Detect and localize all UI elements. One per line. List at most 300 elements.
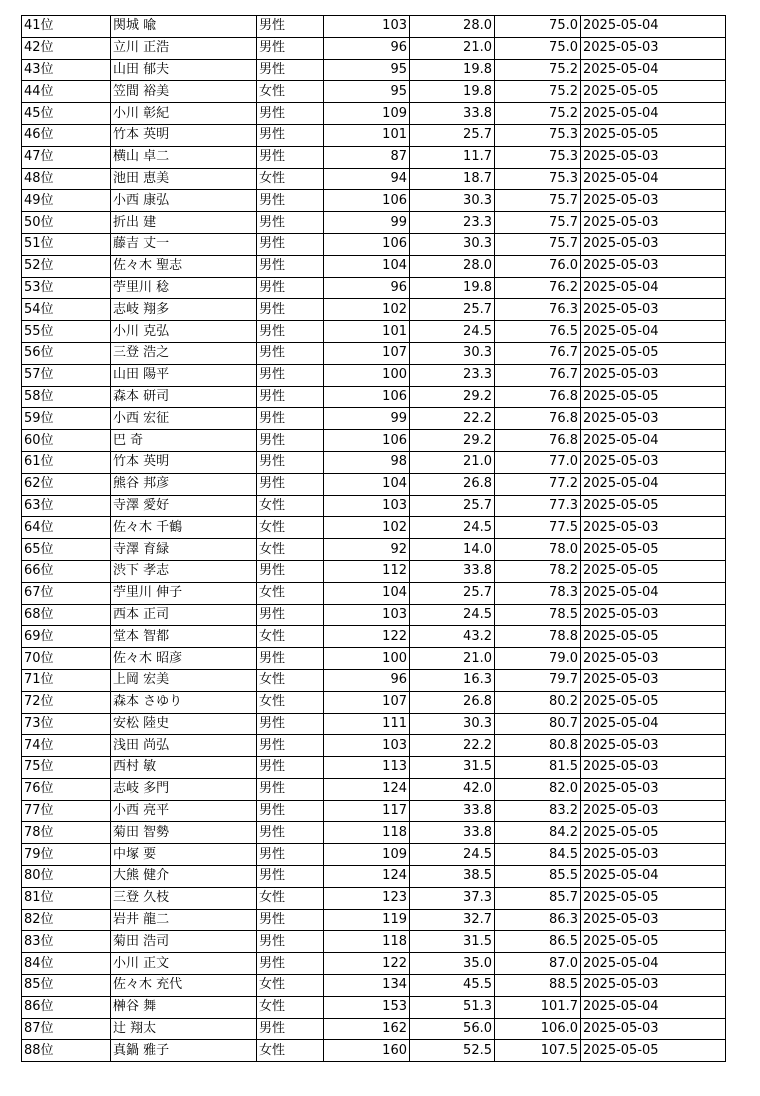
gender-cell: 男性 <box>257 233 324 255</box>
table-row <box>22 669 726 691</box>
value3-cell: 75.7 <box>495 212 581 234</box>
gender-cell: 男性 <box>257 757 324 779</box>
date-cell: 2025-05-03 <box>581 299 726 321</box>
date-cell: 2025-05-04 <box>581 321 726 343</box>
value2-cell: 23.3 <box>410 364 495 386</box>
value1-cell: 104 <box>324 473 410 495</box>
rank-cell: 64位 <box>22 517 111 539</box>
value1-cell: 96 <box>324 277 410 299</box>
table-row <box>22 735 726 757</box>
name-cell: 榊谷 舞 <box>111 996 257 1018</box>
date-cell: 2025-05-03 <box>581 604 726 626</box>
gender-cell: 男性 <box>257 866 324 888</box>
gender-cell: 男性 <box>257 822 324 844</box>
table-row <box>22 299 726 321</box>
date-cell: 2025-05-05 <box>581 342 726 364</box>
rank-cell: 59位 <box>22 408 111 430</box>
rank-cell: 55位 <box>22 321 111 343</box>
gender-cell: 男性 <box>257 931 324 953</box>
table-row <box>22 364 726 386</box>
date-cell: 2025-05-05 <box>581 81 726 103</box>
value1-cell: 99 <box>324 408 410 430</box>
value2-cell: 30.3 <box>410 233 495 255</box>
name-cell: 三登 久枝 <box>111 887 257 909</box>
date-cell: 2025-05-04 <box>581 473 726 495</box>
value1-cell: 111 <box>324 713 410 735</box>
table-row <box>22 212 726 234</box>
value1-cell: 95 <box>324 81 410 103</box>
name-cell: 三登 浩之 <box>111 342 257 364</box>
value2-cell: 33.8 <box>410 103 495 125</box>
value1-cell: 134 <box>324 975 410 997</box>
rank-cell: 81位 <box>22 887 111 909</box>
table-row <box>22 495 726 517</box>
table-row <box>22 560 726 582</box>
value1-cell: 98 <box>324 451 410 473</box>
date-cell: 2025-05-05 <box>581 386 726 408</box>
date-cell: 2025-05-05 <box>581 539 726 561</box>
table-row <box>22 386 726 408</box>
name-cell: 巴 奇 <box>111 430 257 452</box>
value2-cell: 19.8 <box>410 81 495 103</box>
value2-cell: 56.0 <box>410 1018 495 1040</box>
value1-cell: 103 <box>324 16 410 38</box>
value1-cell: 117 <box>324 800 410 822</box>
value1-cell: 104 <box>324 255 410 277</box>
value2-cell: 21.0 <box>410 451 495 473</box>
name-cell: 菊田 智勢 <box>111 822 257 844</box>
value2-cell: 30.3 <box>410 713 495 735</box>
rank-cell: 48位 <box>22 168 111 190</box>
value1-cell: 103 <box>324 495 410 517</box>
table-row <box>22 648 726 670</box>
value2-cell: 22.2 <box>410 735 495 757</box>
value1-cell: 118 <box>324 931 410 953</box>
value1-cell: 160 <box>324 1040 410 1062</box>
value2-cell: 33.8 <box>410 822 495 844</box>
value3-cell: 77.0 <box>495 451 581 473</box>
name-cell: 藤吉 丈一 <box>111 233 257 255</box>
gender-cell: 男性 <box>257 321 324 343</box>
date-cell: 2025-05-05 <box>581 887 726 909</box>
table-row <box>22 866 726 888</box>
name-cell: 佐々木 千鶴 <box>111 517 257 539</box>
table-row <box>22 124 726 146</box>
rank-cell: 71位 <box>22 669 111 691</box>
value2-cell: 43.2 <box>410 626 495 648</box>
date-cell: 2025-05-04 <box>581 16 726 38</box>
gender-cell: 女性 <box>257 626 324 648</box>
gender-cell: 女性 <box>257 495 324 517</box>
value2-cell: 29.2 <box>410 430 495 452</box>
value2-cell: 24.5 <box>410 321 495 343</box>
value2-cell: 31.5 <box>410 931 495 953</box>
value3-cell: 75.2 <box>495 103 581 125</box>
value2-cell: 45.5 <box>410 975 495 997</box>
date-cell: 2025-05-04 <box>581 713 726 735</box>
table-row <box>22 1040 726 1062</box>
value3-cell: 80.8 <box>495 735 581 757</box>
gender-cell: 男性 <box>257 146 324 168</box>
date-cell: 2025-05-05 <box>581 495 726 517</box>
value2-cell: 30.3 <box>410 342 495 364</box>
rank-cell: 70位 <box>22 648 111 670</box>
value1-cell: 109 <box>324 103 410 125</box>
value2-cell: 21.0 <box>410 37 495 59</box>
value1-cell: 87 <box>324 146 410 168</box>
value1-cell: 100 <box>324 364 410 386</box>
table-row <box>22 539 726 561</box>
table-row <box>22 975 726 997</box>
date-cell: 2025-05-05 <box>581 626 726 648</box>
value3-cell: 75.0 <box>495 37 581 59</box>
value3-cell: 75.7 <box>495 233 581 255</box>
name-cell: 上岡 宏美 <box>111 669 257 691</box>
gender-cell: 女性 <box>257 81 324 103</box>
table-row <box>22 277 726 299</box>
value1-cell: 153 <box>324 996 410 1018</box>
value3-cell: 75.7 <box>495 190 581 212</box>
name-cell: 小川 克弘 <box>111 321 257 343</box>
value2-cell: 42.0 <box>410 778 495 800</box>
gender-cell: 女性 <box>257 669 324 691</box>
name-cell: 志岐 翔多 <box>111 299 257 321</box>
gender-cell: 女性 <box>257 887 324 909</box>
value2-cell: 21.0 <box>410 648 495 670</box>
value2-cell: 18.7 <box>410 168 495 190</box>
gender-cell: 男性 <box>257 408 324 430</box>
value1-cell: 122 <box>324 953 410 975</box>
rank-cell: 86位 <box>22 996 111 1018</box>
name-cell: 渋下 孝志 <box>111 560 257 582</box>
name-cell: 森本 さゆり <box>111 691 257 713</box>
table-row <box>22 37 726 59</box>
rank-cell: 87位 <box>22 1018 111 1040</box>
gender-cell: 男性 <box>257 342 324 364</box>
gender-cell: 男性 <box>257 1018 324 1040</box>
table-row <box>22 953 726 975</box>
name-cell: 苧里川 稔 <box>111 277 257 299</box>
value1-cell: 106 <box>324 190 410 212</box>
rank-cell: 49位 <box>22 190 111 212</box>
date-cell: 2025-05-05 <box>581 124 726 146</box>
value2-cell: 24.5 <box>410 844 495 866</box>
table-row <box>22 1018 726 1040</box>
date-cell: 2025-05-03 <box>581 648 726 670</box>
value3-cell: 78.8 <box>495 626 581 648</box>
value3-cell: 75.0 <box>495 16 581 38</box>
value1-cell: 112 <box>324 560 410 582</box>
rank-cell: 42位 <box>22 37 111 59</box>
table-row <box>22 81 726 103</box>
gender-cell: 男性 <box>257 800 324 822</box>
value1-cell: 102 <box>324 299 410 321</box>
gender-cell: 女性 <box>257 996 324 1018</box>
value1-cell: 119 <box>324 909 410 931</box>
name-cell: 寺澤 育緑 <box>111 539 257 561</box>
value1-cell: 99 <box>324 212 410 234</box>
date-cell: 2025-05-04 <box>581 103 726 125</box>
table-row <box>22 16 726 38</box>
gender-cell: 男性 <box>257 778 324 800</box>
value3-cell: 76.8 <box>495 386 581 408</box>
gender-cell: 男性 <box>257 37 324 59</box>
table-row <box>22 713 726 735</box>
value3-cell: 80.2 <box>495 691 581 713</box>
value2-cell: 33.8 <box>410 800 495 822</box>
value1-cell: 106 <box>324 233 410 255</box>
gender-cell: 男性 <box>257 190 324 212</box>
name-cell: 佐々木 昭彦 <box>111 648 257 670</box>
name-cell: 寺澤 愛好 <box>111 495 257 517</box>
rank-cell: 85位 <box>22 975 111 997</box>
name-cell: 真鍋 雅子 <box>111 1040 257 1062</box>
value3-cell: 86.3 <box>495 909 581 931</box>
value3-cell: 79.7 <box>495 669 581 691</box>
name-cell: 小川 彰紀 <box>111 103 257 125</box>
rank-cell: 46位 <box>22 124 111 146</box>
rank-cell: 53位 <box>22 277 111 299</box>
rank-cell: 51位 <box>22 233 111 255</box>
value2-cell: 24.5 <box>410 604 495 626</box>
gender-cell: 女性 <box>257 1040 324 1062</box>
date-cell: 2025-05-03 <box>581 408 726 430</box>
value2-cell: 25.7 <box>410 299 495 321</box>
value1-cell: 124 <box>324 778 410 800</box>
name-cell: 浅田 尚弘 <box>111 735 257 757</box>
name-cell: 竹本 英明 <box>111 124 257 146</box>
date-cell: 2025-05-03 <box>581 1018 726 1040</box>
value1-cell: 100 <box>324 648 410 670</box>
name-cell: 中塚 要 <box>111 844 257 866</box>
value2-cell: 22.2 <box>410 408 495 430</box>
value3-cell: 88.5 <box>495 975 581 997</box>
rank-cell: 82位 <box>22 909 111 931</box>
rank-cell: 63位 <box>22 495 111 517</box>
value2-cell: 51.3 <box>410 996 495 1018</box>
value3-cell: 75.3 <box>495 124 581 146</box>
value2-cell: 32.7 <box>410 909 495 931</box>
value3-cell: 76.8 <box>495 408 581 430</box>
value3-cell: 77.3 <box>495 495 581 517</box>
name-cell: 西村 敏 <box>111 757 257 779</box>
rank-cell: 45位 <box>22 103 111 125</box>
value3-cell: 86.5 <box>495 931 581 953</box>
rank-cell: 74位 <box>22 735 111 757</box>
value3-cell: 76.5 <box>495 321 581 343</box>
value2-cell: 37.3 <box>410 887 495 909</box>
date-cell: 2025-05-03 <box>581 517 726 539</box>
value2-cell: 33.8 <box>410 560 495 582</box>
gender-cell: 男性 <box>257 909 324 931</box>
value1-cell: 95 <box>324 59 410 81</box>
gender-cell: 男性 <box>257 451 324 473</box>
value3-cell: 82.0 <box>495 778 581 800</box>
table-row <box>22 473 726 495</box>
value1-cell: 162 <box>324 1018 410 1040</box>
gender-cell: 男性 <box>257 299 324 321</box>
table-row <box>22 451 726 473</box>
date-cell: 2025-05-03 <box>581 909 726 931</box>
value1-cell: 106 <box>324 386 410 408</box>
table-row <box>22 931 726 953</box>
rank-cell: 77位 <box>22 800 111 822</box>
gender-cell: 男性 <box>257 560 324 582</box>
name-cell: 佐々木 聖志 <box>111 255 257 277</box>
value2-cell: 35.0 <box>410 953 495 975</box>
gender-cell: 女性 <box>257 539 324 561</box>
value2-cell: 25.7 <box>410 124 495 146</box>
table-row <box>22 604 726 626</box>
value3-cell: 75.3 <box>495 146 581 168</box>
name-cell: 小西 宏征 <box>111 408 257 430</box>
name-cell: 苧里川 伸子 <box>111 582 257 604</box>
gender-cell: 男性 <box>257 604 324 626</box>
gender-cell: 女性 <box>257 582 324 604</box>
table-row <box>22 691 726 713</box>
date-cell: 2025-05-05 <box>581 822 726 844</box>
value3-cell: 85.5 <box>495 866 581 888</box>
name-cell: 小西 亮平 <box>111 800 257 822</box>
gender-cell: 男性 <box>257 844 324 866</box>
table-row <box>22 103 726 125</box>
value3-cell: 76.3 <box>495 299 581 321</box>
value2-cell: 30.3 <box>410 190 495 212</box>
value3-cell: 107.5 <box>495 1040 581 1062</box>
value3-cell: 76.8 <box>495 430 581 452</box>
value3-cell: 76.0 <box>495 255 581 277</box>
rank-cell: 41位 <box>22 16 111 38</box>
value2-cell: 38.5 <box>410 866 495 888</box>
gender-cell: 男性 <box>257 212 324 234</box>
date-cell: 2025-05-03 <box>581 212 726 234</box>
table-row <box>22 844 726 866</box>
name-cell: 堂本 智都 <box>111 626 257 648</box>
rank-cell: 50位 <box>22 212 111 234</box>
name-cell: 山田 郁夫 <box>111 59 257 81</box>
date-cell: 2025-05-03 <box>581 757 726 779</box>
ranking-table-body <box>22 16 726 1062</box>
name-cell: 池田 恵美 <box>111 168 257 190</box>
date-cell: 2025-05-04 <box>581 168 726 190</box>
value2-cell: 52.5 <box>410 1040 495 1062</box>
date-cell: 2025-05-04 <box>581 996 726 1018</box>
name-cell: 岩井 龍二 <box>111 909 257 931</box>
value2-cell: 19.8 <box>410 59 495 81</box>
rank-cell: 80位 <box>22 866 111 888</box>
date-cell: 2025-05-04 <box>581 953 726 975</box>
rank-cell: 83位 <box>22 931 111 953</box>
rank-cell: 56位 <box>22 342 111 364</box>
value1-cell: 118 <box>324 822 410 844</box>
value3-cell: 75.3 <box>495 168 581 190</box>
value2-cell: 16.3 <box>410 669 495 691</box>
date-cell: 2025-05-03 <box>581 735 726 757</box>
date-cell: 2025-05-04 <box>581 866 726 888</box>
value3-cell: 79.0 <box>495 648 581 670</box>
value1-cell: 123 <box>324 887 410 909</box>
value1-cell: 113 <box>324 757 410 779</box>
value3-cell: 85.7 <box>495 887 581 909</box>
name-cell: 大熊 健介 <box>111 866 257 888</box>
table-row <box>22 168 726 190</box>
value1-cell: 103 <box>324 604 410 626</box>
value3-cell: 78.5 <box>495 604 581 626</box>
value3-cell: 78.3 <box>495 582 581 604</box>
table-row <box>22 517 726 539</box>
gender-cell: 男性 <box>257 103 324 125</box>
name-cell: 熊谷 邦彦 <box>111 473 257 495</box>
name-cell: 安松 陸史 <box>111 713 257 735</box>
table-row <box>22 408 726 430</box>
date-cell: 2025-05-03 <box>581 37 726 59</box>
value3-cell: 87.0 <box>495 953 581 975</box>
value2-cell: 14.0 <box>410 539 495 561</box>
gender-cell: 男性 <box>257 473 324 495</box>
value1-cell: 102 <box>324 517 410 539</box>
gender-cell: 女性 <box>257 168 324 190</box>
rank-cell: 69位 <box>22 626 111 648</box>
table-row <box>22 430 726 452</box>
table-row <box>22 146 726 168</box>
gender-cell: 男性 <box>257 364 324 386</box>
date-cell: 2025-05-05 <box>581 1040 726 1062</box>
rank-cell: 78位 <box>22 822 111 844</box>
value1-cell: 107 <box>324 691 410 713</box>
rank-cell: 58位 <box>22 386 111 408</box>
table-row <box>22 822 726 844</box>
date-cell: 2025-05-03 <box>581 800 726 822</box>
rank-cell: 65位 <box>22 539 111 561</box>
value2-cell: 25.7 <box>410 582 495 604</box>
rank-cell: 68位 <box>22 604 111 626</box>
gender-cell: 男性 <box>257 16 324 38</box>
value3-cell: 77.2 <box>495 473 581 495</box>
date-cell: 2025-05-05 <box>581 931 726 953</box>
name-cell: 菊田 浩司 <box>111 931 257 953</box>
value2-cell: 31.5 <box>410 757 495 779</box>
gender-cell: 男性 <box>257 735 324 757</box>
value3-cell: 75.2 <box>495 59 581 81</box>
value3-cell: 77.5 <box>495 517 581 539</box>
name-cell: 笠間 裕美 <box>111 81 257 103</box>
date-cell: 2025-05-03 <box>581 669 726 691</box>
date-cell: 2025-05-05 <box>581 560 726 582</box>
table-row <box>22 342 726 364</box>
rank-cell: 54位 <box>22 299 111 321</box>
value2-cell: 26.8 <box>410 691 495 713</box>
rank-cell: 52位 <box>22 255 111 277</box>
rank-cell: 88位 <box>22 1040 111 1062</box>
value3-cell: 75.2 <box>495 81 581 103</box>
table-row <box>22 321 726 343</box>
value2-cell: 29.2 <box>410 386 495 408</box>
value3-cell: 83.2 <box>495 800 581 822</box>
name-cell: 森本 研司 <box>111 386 257 408</box>
rank-cell: 76位 <box>22 778 111 800</box>
table-row <box>22 800 726 822</box>
rank-cell: 62位 <box>22 473 111 495</box>
ranking-table <box>21 15 726 1062</box>
value2-cell: 23.3 <box>410 212 495 234</box>
rank-cell: 57位 <box>22 364 111 386</box>
gender-cell: 女性 <box>257 691 324 713</box>
table-row <box>22 757 726 779</box>
value1-cell: 94 <box>324 168 410 190</box>
gender-cell: 男性 <box>257 386 324 408</box>
table-row <box>22 626 726 648</box>
name-cell: 折出 建 <box>111 212 257 234</box>
